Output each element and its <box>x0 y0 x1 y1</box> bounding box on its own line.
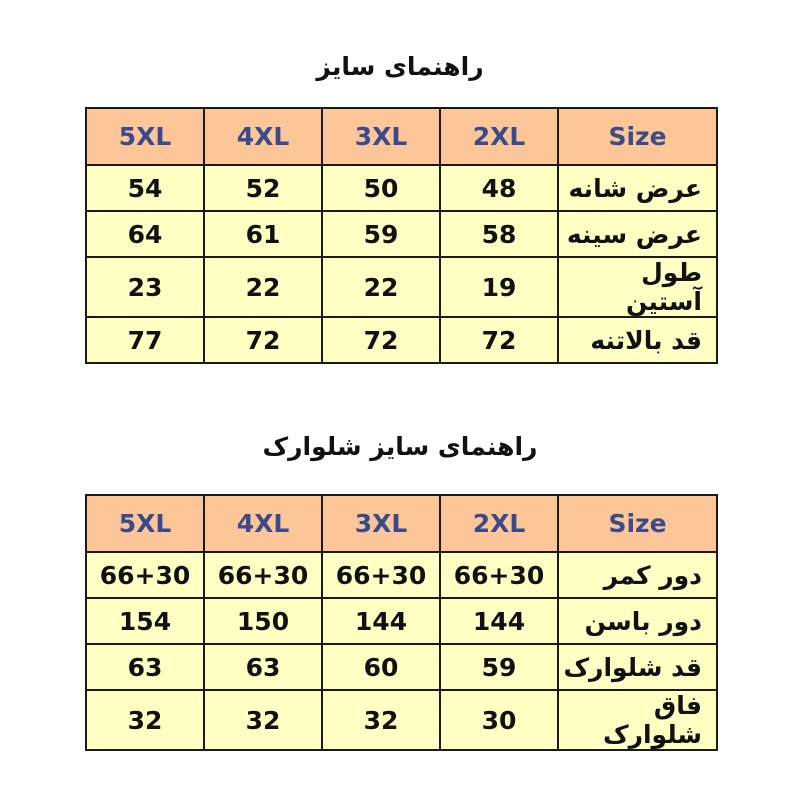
table-row <box>86 317 717 363</box>
table-cell: 60 <box>322 644 440 690</box>
table-cell: 32 <box>204 690 322 750</box>
table-cell: 72 <box>204 317 322 363</box>
table-cell: 144 <box>440 598 558 644</box>
table-cell: 48 <box>440 165 558 211</box>
table-cell: 32 <box>322 690 440 750</box>
table-cell: 66+30 <box>204 552 322 598</box>
table-row <box>86 552 717 598</box>
table-cell: 52 <box>204 165 322 211</box>
table-cell: 64 <box>86 211 204 257</box>
table-cell: 72 <box>322 317 440 363</box>
table-cell: 72 <box>440 317 558 363</box>
table-row <box>86 644 717 690</box>
table-row <box>86 165 717 211</box>
header-cell-5xl: 5XL <box>86 108 204 165</box>
header-cell-2xl: 2XL <box>440 108 558 165</box>
table-cell: 59 <box>440 644 558 690</box>
header-cell-size: Size <box>558 495 717 552</box>
row-label: قد شلوارک <box>558 644 717 690</box>
header-cell-4xl: 4XL <box>204 495 322 552</box>
table-cell: 66+30 <box>86 552 204 598</box>
table-cell: 63 <box>204 644 322 690</box>
header-cell-3xl: 3XL <box>322 495 440 552</box>
table-row <box>86 257 717 317</box>
table-cell: 61 <box>204 211 322 257</box>
header-cell-2xl: 2XL <box>440 495 558 552</box>
table-cell: 30 <box>440 690 558 750</box>
row-label: طول آستین <box>558 257 717 317</box>
table-cell: 19 <box>440 257 558 317</box>
header-cell-4xl: 4XL <box>204 108 322 165</box>
table-row <box>86 598 717 644</box>
row-label: فاق شلوارک <box>558 690 717 750</box>
table-cell: 77 <box>86 317 204 363</box>
shorts-size-guide-title: راهنمای سایز شلوارک <box>262 432 538 461</box>
table-cell: 144 <box>322 598 440 644</box>
table-cell: 66+30 <box>322 552 440 598</box>
shorts-size-guide-table <box>85 494 718 751</box>
table-cell: 66+30 <box>440 552 558 598</box>
table-cell: 22 <box>322 257 440 317</box>
table-cell: 154 <box>86 598 204 644</box>
row-label: قد بالاتنه <box>558 317 717 363</box>
table-header-row <box>86 108 717 165</box>
size-guide-title: راهنمای سایز <box>316 52 484 81</box>
table-cell: 50 <box>322 165 440 211</box>
table-cell: 58 <box>440 211 558 257</box>
table-cell: 22 <box>204 257 322 317</box>
table-cell: 150 <box>204 598 322 644</box>
table-cell: 59 <box>322 211 440 257</box>
row-label: دور کمر <box>558 552 717 598</box>
row-label: عرض سینه <box>558 211 717 257</box>
table-cell: 32 <box>86 690 204 750</box>
table-header-row <box>86 495 717 552</box>
table-cell: 23 <box>86 257 204 317</box>
size-guide-table <box>85 107 718 364</box>
table-row <box>86 690 717 750</box>
row-label: دور باسن <box>558 598 717 644</box>
table-cell: 54 <box>86 165 204 211</box>
table-cell: 63 <box>86 644 204 690</box>
row-label: عرض شانه <box>558 165 717 211</box>
header-cell-size: Size <box>558 108 717 165</box>
table-row <box>86 211 717 257</box>
header-cell-3xl: 3XL <box>322 108 440 165</box>
header-cell-5xl: 5XL <box>86 495 204 552</box>
